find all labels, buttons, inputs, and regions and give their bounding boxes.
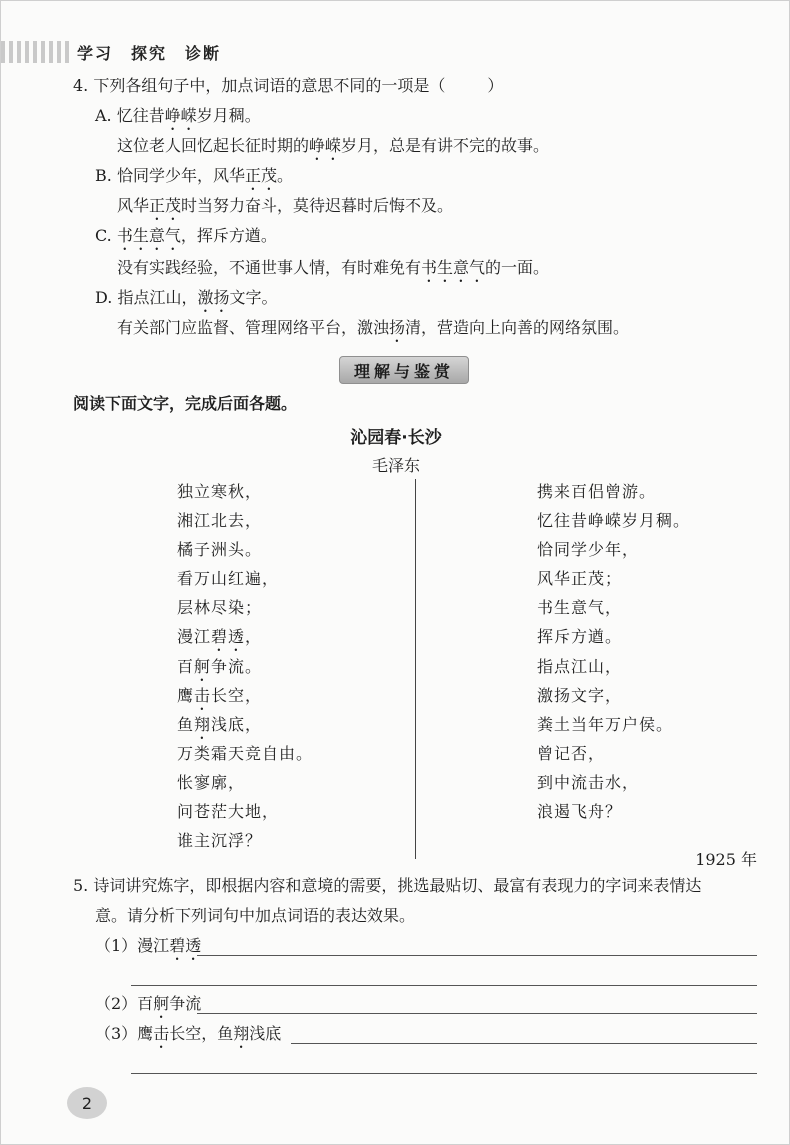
reading-instruction: 阅读下面文字，完成后面各题。 <box>73 394 298 413</box>
header-title: 学习 探究 诊断 <box>77 43 222 63</box>
q4-option-b-example: 风华正茂时当努力奋斗，莫待迟暮时后悔不及。 <box>117 196 454 215</box>
poem-line: 独立寒秋， <box>177 482 263 501</box>
poem-line: 万类霜天竞自由。 <box>177 743 314 763</box>
q4-option-a: A. 忆往昔峥嵘岁月稠。 <box>95 106 261 125</box>
poem-line: 曾记否， <box>537 743 606 763</box>
poem-column-divider <box>415 479 416 859</box>
poem-line: 鹰击长空， <box>177 685 263 705</box>
page-header <box>1 39 221 65</box>
poem-line: 湘江北去， <box>177 511 263 531</box>
q4-option-b: B. 恰同学少年，风华正茂。 <box>95 166 293 185</box>
q4-option-a-example: 这位老人回忆起长征时期的峥嵘岁月，总是有讲不完的故事。 <box>117 136 550 155</box>
section-banner: 理解与鉴赏 <box>339 356 469 384</box>
poem-line: 风华正茂； <box>537 569 623 589</box>
q5-item-3: （3）鹰击长空，鱼翔浅底 <box>95 1024 282 1043</box>
poem-line: 浪遏飞舟？ <box>537 802 623 822</box>
poem-line: 挥斥方遒。 <box>537 627 623 647</box>
poem-line: 层林尽染； <box>177 598 263 618</box>
poem-right-column <box>537 477 690 826</box>
header-stripes-decoration <box>1 41 69 63</box>
answer-line[interactable] <box>197 1013 757 1014</box>
page-number: 2 <box>67 1087 107 1119</box>
poem-author: 毛泽东 <box>371 456 420 475</box>
poem-line: 指点江山， <box>537 656 623 676</box>
poem-line: 到中流击水， <box>537 772 640 792</box>
poem-line: 书生意气， <box>537 598 623 618</box>
poem-line: 激扬文字， <box>537 685 623 705</box>
answer-line[interactable] <box>131 1073 757 1074</box>
question-5-stem-line1: 5. 诗词讲究炼字，即根据内容和意境的需要，挑选最贴切、最富有表现力的字词来表情达 <box>73 876 702 895</box>
question-5-stem-line2: 意。请分析下列词句中加点词语的表达效果。 <box>95 906 416 925</box>
poem-line: 粪土当年万户侯。 <box>537 714 674 734</box>
poem-line: 谁主沉浮？ <box>177 831 263 851</box>
poem-title: 沁园春·长沙 <box>350 428 442 448</box>
poem-line: 橘子洲头。 <box>177 540 263 560</box>
poem-left-column <box>177 477 313 855</box>
q4-option-d-example: 有关部门应监督、管理网络平台，激浊扬清，营造向上向善的网络氛围。 <box>117 318 630 337</box>
q5-item-2: （2）百舸争流 <box>95 994 202 1013</box>
q4-option-d: D. 指点江山，激扬文字。 <box>95 288 278 307</box>
poem-line: 鱼翔浅底， <box>177 714 263 734</box>
q5-item-1: （1）漫江碧透 <box>95 936 202 955</box>
poem-line: 漫江碧透， <box>177 627 263 647</box>
q4-option-c-example: 没有实践经验，不通世事人情，有时难免有书生意气的一面。 <box>117 258 550 277</box>
poem-line: 怅寥廓， <box>177 772 246 792</box>
poem-line: 携来百侣曾游。 <box>537 482 657 501</box>
answer-line[interactable] <box>291 1043 757 1044</box>
poem-line: 问苍茫大地， <box>177 802 280 822</box>
poem-line: 百舸争流。 <box>177 656 263 676</box>
poem-line: 恰同学少年， <box>537 540 640 560</box>
q4-option-c: C. 书生意气，挥斥方遒。 <box>95 226 277 245</box>
poem-line: 看万山红遍， <box>177 569 280 589</box>
poem-date: 1925 年 <box>695 850 757 869</box>
answer-line[interactable] <box>131 985 757 986</box>
answer-line[interactable] <box>197 955 757 956</box>
poem-line: 忆往昔峥嵘岁月稠。 <box>537 511 691 531</box>
question-4-stem: 4. 下列各组句子中，加点词语的意思不同的一项是（ ） <box>73 76 504 95</box>
